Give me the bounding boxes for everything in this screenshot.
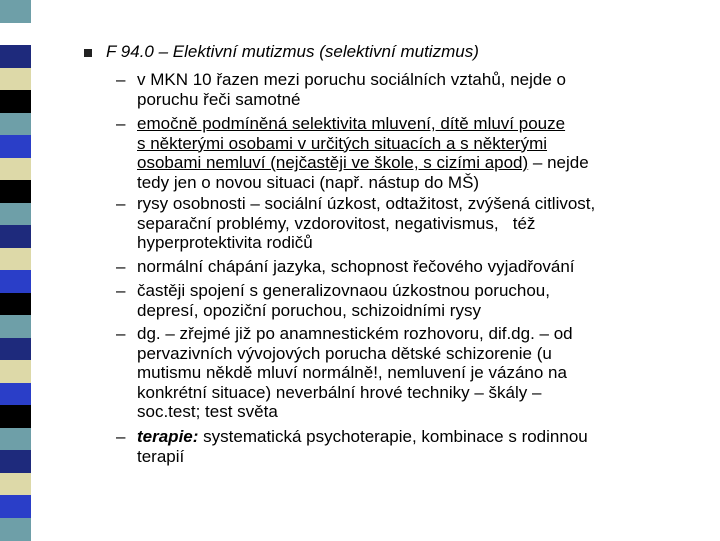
stripe-block — [0, 450, 31, 473]
item-line: separační problémy, vzdorovitost, negativismus, též — [137, 213, 536, 233]
stripe-block — [0, 383, 31, 406]
slide-title: F 94.0 – Elektivní mutizmus (selektivní mutizmus) — [106, 42, 479, 61]
underlined-text: (nejčastěji ve škole, s cizími apod) — [265, 153, 529, 173]
dash-bullet: – — [116, 257, 126, 276]
dash-bullet: – — [116, 281, 126, 300]
item-line: normální chápání jazyka, schopnost řečového vyjadřování — [137, 257, 575, 276]
item-line: v MKN 10 řazen mezi poruchu sociálních vztahů, nejde o — [137, 70, 567, 89]
stripe-block — [0, 68, 31, 91]
stripe-block — [0, 180, 31, 203]
stripe-block — [0, 23, 31, 46]
bold-label: terapie: — [137, 427, 199, 446]
item-line: soc.test; test světa — [137, 402, 278, 422]
stripe-block — [0, 473, 31, 496]
list-item — [137, 257, 575, 277]
item-line — [137, 427, 588, 447]
underlined-text: osobami nemluví — [137, 153, 266, 173]
item-line: terapií — [137, 446, 185, 466]
item-line: rysy osobnosti – sociální úzkost, odtažitost, zvýšená citlivost, — [137, 194, 596, 213]
stripe-block — [0, 270, 31, 293]
item-text: systematická psychoterapie, kombinace s rodinnou — [198, 427, 588, 446]
item-line: depresí, opoziční poruchou, schizoidními rysy — [137, 300, 481, 320]
stripe-block — [0, 360, 31, 383]
item-line: tedy jen o novou situaci (např. nástup do MŠ) — [137, 172, 480, 192]
stripe-block — [0, 0, 31, 23]
item-line: mutismu někdě mluví normálně!, nemluvení je vázáno na — [137, 363, 567, 383]
dash-bullet: – — [116, 114, 126, 133]
list-item — [137, 427, 588, 466]
square-bullet-icon — [84, 49, 92, 57]
item-line: poruchu řeči samotné — [137, 89, 301, 109]
stripe-block — [0, 225, 31, 248]
stripe-block — [0, 248, 31, 271]
stripe-block — [0, 203, 31, 226]
list-item — [137, 281, 550, 320]
item-line-underlined: s některými osobami v určitých situacích a s některými — [137, 133, 548, 153]
stripe-block — [0, 428, 31, 451]
stripe-block — [0, 405, 31, 428]
stripe-block — [0, 495, 31, 518]
stripe-block — [0, 45, 31, 68]
list-item — [137, 114, 589, 192]
item-line: dg. – zřejmé již po anamnestickém rozhovoru, dif.dg. – od — [137, 324, 573, 343]
stripe-block — [0, 315, 31, 338]
item-line: častěji spojení s generalizovnaou úzkostnou poruchou, — [137, 281, 550, 300]
stripe-block — [0, 338, 31, 361]
dash-bullet: – — [116, 427, 126, 446]
item-line: pervazivních vývojových porucha dětské schizorenie (u — [137, 343, 552, 363]
item-line — [137, 153, 589, 173]
item-line: hyperprotektivita rodičů — [137, 233, 313, 253]
item-line-underlined: emočně podmíněná selektivita mluvení, dítě mluví pouze — [137, 114, 566, 133]
list-item — [137, 324, 573, 422]
item-text: – nejde — [528, 153, 589, 173]
stripe-block — [0, 518, 31, 541]
stripe-block — [0, 113, 31, 136]
stripe-block — [0, 158, 31, 181]
list-item — [137, 194, 595, 253]
dash-bullet: – — [116, 70, 126, 89]
stripe-block — [0, 135, 31, 158]
list-item — [137, 70, 566, 109]
dash-bullet: – — [116, 194, 126, 213]
stripe-block — [0, 293, 31, 316]
item-line: konkrétní situace) neverbální hrové techniky – škály – — [137, 382, 542, 402]
decorative-stripe — [0, 0, 31, 540]
stripe-block — [0, 90, 31, 113]
dash-bullet: – — [116, 324, 126, 343]
